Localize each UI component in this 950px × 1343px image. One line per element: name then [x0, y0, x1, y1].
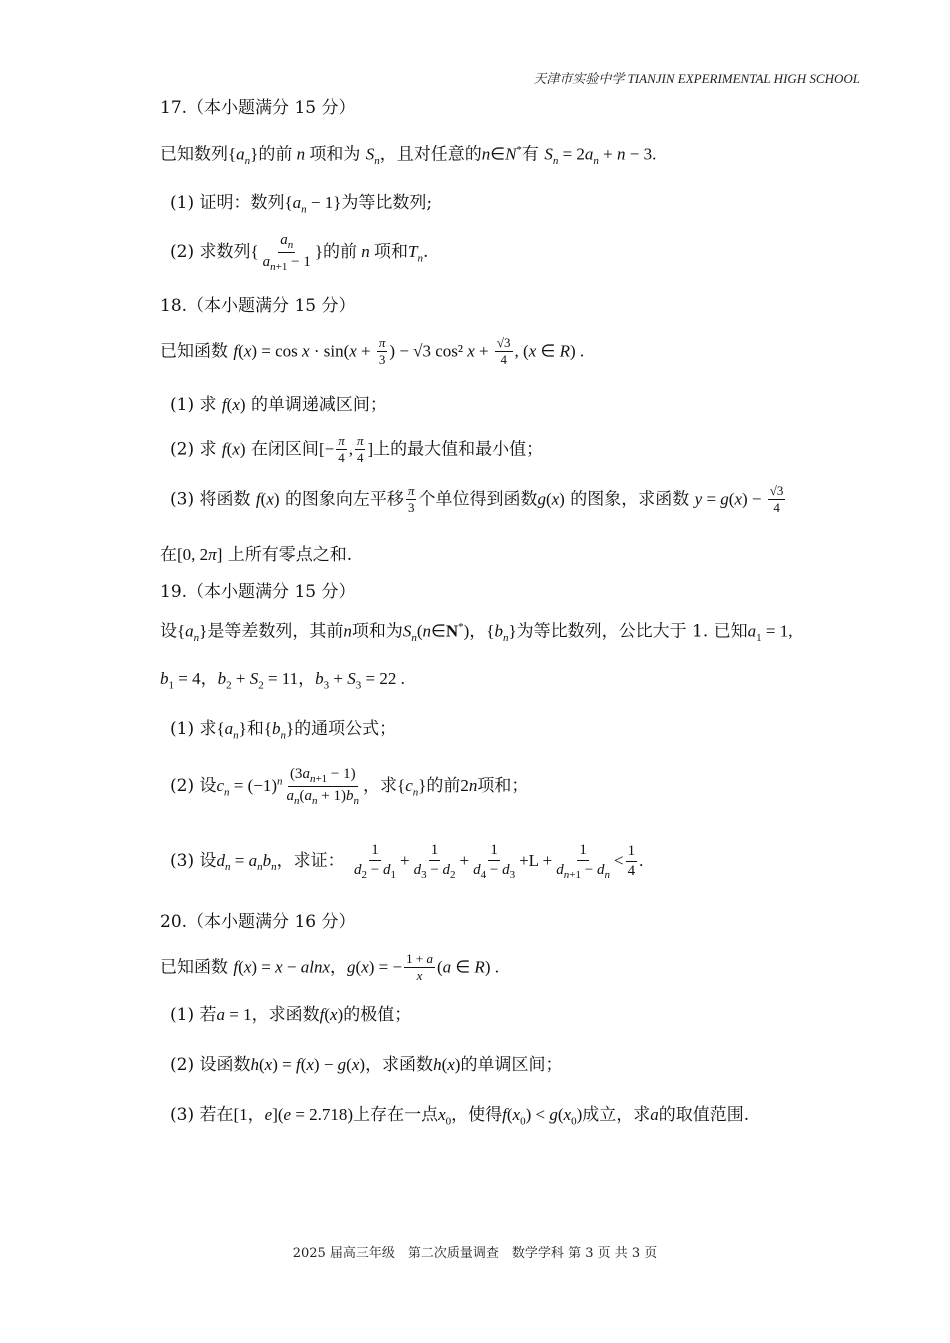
q20-title: 20.（本小题满分 16 分）	[160, 912, 356, 932]
q17-stem: 已知数列$\{a_n\}$的前 n 项和为 $S_n$，且对任意的n∈N*有 $S_n = 2a_n + n - 3$.	[160, 144, 657, 168]
q19-stem-cont: $b_1 = 4$，$b_2 + S_2 = 11$，$b_3 + S_3 = 22$ .	[160, 669, 405, 692]
q19-part3: (3) 设$d_n = a_nb_n$，求证： $\frac{1}{d_2 - d_1}$ + $\frac{1}{d_3 - d_2}$ + $\frac{1}{d_4 - d_3}$ +L + $\frac{1}{d_{n+1} - d_n}$ < $\frac{1}{4}$ .	[170, 842, 644, 881]
q18-title: 18.（本小题满分 15 分）	[160, 296, 356, 316]
q18-part1: (1) 求 f(x) 的单调递减区间；	[170, 395, 387, 415]
school-header: 天津市实验中学 TIANJIN EXPERIMENTAL HIGH SCHOOL	[533, 71, 860, 86]
q20-part3: (3) 若在[1，e](e = 2.718)上存在一点$x_0$，使得$f(x_0) < g(x_0)$成立，求a的取值范围.	[170, 1105, 750, 1128]
q19-part2: (2) 设$c_n = (-1)^n$ $\frac{(3a_{n+1} - 1)}{a_n(a_n + 1)b_n}$ ，求$\{c_n\}$的前2n项和；	[170, 766, 529, 808]
q20-part2: (2) 设函数h(x) = f(x) − g(x)，求函数h(x)的单调区间；	[170, 1055, 563, 1075]
q17-part2: (2) 求数列{ $\frac{a_n}{a_{n+1} - 1}$ }的前 n 项和$T_n$.	[170, 232, 429, 274]
q20-stem: 已知函数 f(x) = x − alnx，g(x) = − $\frac{1 + a}{x}$ (a ∈ R) .	[160, 951, 499, 984]
q18-part3-cont: 在[0, 2π] 上所有零点之和.	[160, 545, 353, 565]
q17-title: 17.（本小题满分 15 分）	[160, 98, 356, 118]
page-footer: 2025 届高三年级 第二次质量调查 数学学科 第 3 页 共 3 页	[292, 1246, 658, 1261]
q19-part1: (1) 求$\{a_n\}$和$\{b_n\}$的通项公式；	[170, 719, 397, 742]
q19-title: 19.（本小题满分 15 分）	[160, 582, 356, 602]
q18-stem: 已知函数 f(x) = cos x · sin(x + $\frac{\pi}{3}$ ) − √3 cos² x + $\frac{√3}{4}$ , (x ∈ R) .	[160, 335, 585, 368]
q17-part1: (1) 证明：数列$\{a_n - 1\}$为等比数列;	[170, 193, 433, 216]
q19-stem: 设$\{a_n\}$是等差数列，其前n项和为$S_n(n\in N^*)$，$\{b_n\}$为等比数列，公比大于 1. 已知$a_1 = 1$,	[160, 621, 793, 645]
q20-part1: (1) 若a = 1，求函数f(x)的极值；	[170, 1005, 412, 1025]
q18-part2: (2) 求 f(x) 在闭区间[− $\frac{\pi}{4}$ , $\frac{\pi}{4}$ ]上的最大值和最小值；	[170, 433, 544, 466]
q18-part3: (3) 将函数 f(x) 的图象向左平移 $\frac{\pi}{3}$ 个单位得到函数g(x) 的图象，求函数 y = g(x) − $\frac{√3}{4}$	[170, 483, 784, 516]
